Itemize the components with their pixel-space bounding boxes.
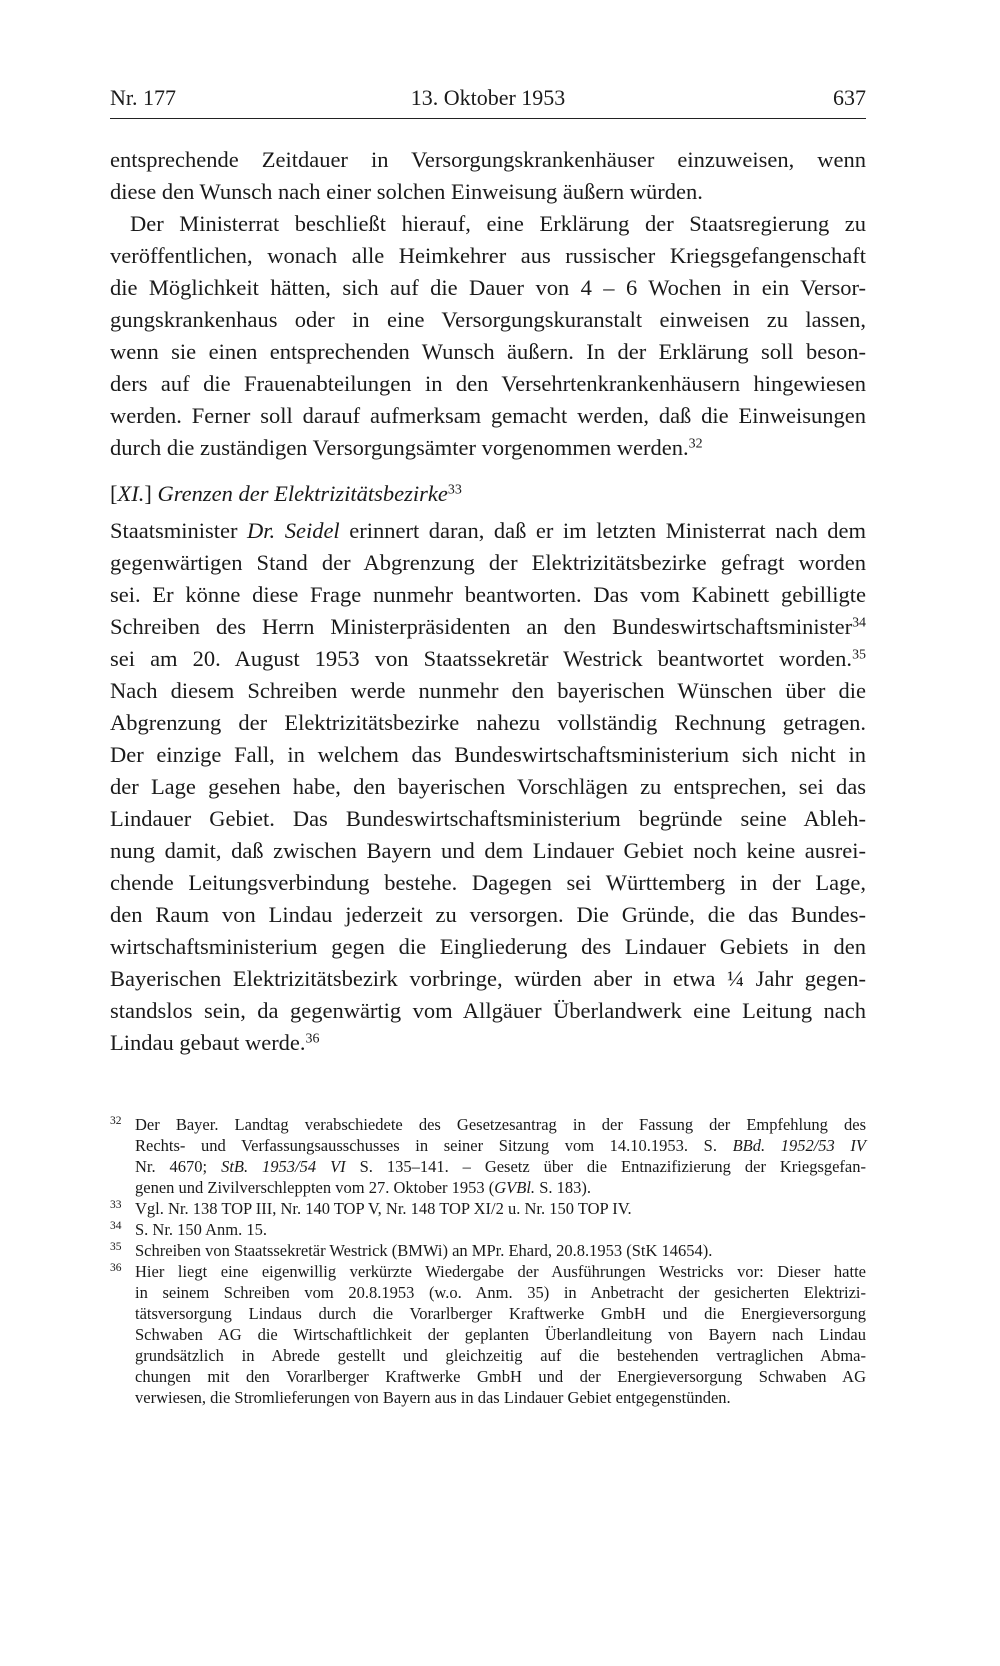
footnote-line: S. Nr. 150 Anm. 15.: [135, 1220, 268, 1239]
text-line: Nach diesem Schreiben werde nunmehr den bayerischen Wünschen über die: [110, 678, 866, 703]
person-name: Dr. Seidel: [247, 518, 340, 543]
text-line: Der einzige Fall, in welchem das Bundeswirtschaftsministerium sich nicht in: [110, 742, 866, 767]
text-line: die Möglichkeit hätten, sich auf die Dauer von 4 – 6 Wochen in ein Versor-: [110, 275, 866, 300]
page-number: 637: [833, 85, 866, 110]
section-number: XI.: [117, 481, 145, 506]
section-title: Grenzen der Elektrizitätsbezirke: [157, 481, 448, 506]
text-line: diese den Wunsch nach einer solchen Einweisung äußern würden.: [110, 179, 703, 204]
text-line: den Raum von Lindau jederzeit zu versorgen. Die Gründe, die das Bundes-: [110, 902, 866, 927]
text-segment: Rechts- und Verfassungsausschusses in seiner Sitzung vom 14.10.1953. S.: [135, 1136, 733, 1155]
footnote-ref-35[interactable]: 35: [852, 647, 866, 663]
text-line-content: durch die zuständigen Versorgungsämter vorgenommen werden.: [110, 435, 689, 460]
text-line: nung damit, daß zwischen Bayern und dem Lindauer Gebiet noch keine ausrei-: [110, 838, 866, 863]
paragraph-2: [110, 208, 866, 464]
citation: StB. 1953/54 VI: [221, 1157, 346, 1176]
text-line: gungskrankenhaus oder in eine Versorgungskuranstalt einweisen zu lassen,: [110, 307, 866, 332]
text-line: [110, 515, 866, 547]
bracket-close: ]: [144, 481, 158, 506]
text-line: wirtschaftsministerium gegen die Eingliederung des Lindauer Gebiets in den: [110, 934, 866, 959]
text-line: Lindauer Gebiet. Das Bundeswirtschaftsministerium begründe seine Ableh-: [110, 806, 866, 831]
text-line: sei. Er könne diese Frage nunmehr beantworten. Das vom Kabinett gebilligte: [110, 582, 866, 607]
text-segment: S. 135–141. – Gesetz über die Entnazifizierung der Kriegsgefan-: [345, 1157, 866, 1176]
footnote-line: Hier liegt eine eigenwillig verkürzte Wiedergabe der Ausführungen Westricks vor: Dieser hatte: [135, 1262, 866, 1281]
text-segment: S. 183).: [535, 1178, 591, 1197]
text-segment: genen und Zivilverschleppten vom 27. Oktober 1953 (: [135, 1178, 495, 1197]
footnote-35: [110, 1240, 866, 1261]
footnote-number: 34: [110, 1220, 122, 1232]
text-line: werden. Ferner soll darauf aufmerksam gemacht werden, daß die Einweisungen: [110, 403, 866, 428]
text-line: Abgrenzung der Elektrizitätsbezirke nahezu vollständig Rechnung getragen.: [110, 710, 866, 735]
text-line: chende Leitungsverbindung bestehe. Dagegen sei Württemberg in der Lage,: [110, 870, 866, 895]
footnote-line: tätsversorgung Lindaus durch die Vorarlberger Kraftwerke GmbH und die Energieversorgung: [135, 1304, 866, 1323]
text-segment: Nr. 4670;: [135, 1157, 222, 1176]
header-rule: [110, 118, 866, 119]
footnote-ref-33[interactable]: 33: [447, 482, 462, 498]
text-line: [110, 1027, 866, 1059]
footnote-line: Der Bayer. Landtag verabschiedete des Gesetzesantrag in der Fassung der Empfehlung des: [135, 1115, 866, 1134]
footnote-number: 32: [110, 1115, 122, 1127]
citation: GVBl.: [494, 1178, 536, 1197]
document-number: Nr. 177: [110, 85, 176, 110]
citation: BBd. 1952/53 IV: [732, 1136, 866, 1155]
footnote-ref-36[interactable]: 36: [305, 1031, 320, 1047]
footnote-number: 35: [110, 1241, 122, 1253]
footnote-32: [110, 1114, 866, 1198]
footnote-line: [135, 1177, 866, 1198]
text-line-content: Lindau gebaut werde.: [110, 1030, 306, 1055]
text-line: standslos sein, da gegenwärtig vom Allgäuer Überlandwerk eine Leitung nach: [110, 998, 866, 1023]
footnote-ref-34[interactable]: 34: [852, 615, 866, 631]
text-line: Bayerischen Elektrizitätsbezirk vorbringe, würden aber in etwa ¼ Jahr gegen-: [110, 966, 866, 991]
text-line: wenn sie einen entsprechenden Wunsch äußern. In der Erklärung soll beson-: [110, 339, 866, 364]
header-date: 13. Oktober 1953: [410, 85, 566, 110]
footnotes: [110, 1114, 866, 1408]
footnote-ref-32[interactable]: 32: [688, 436, 703, 452]
footnote-33: [110, 1198, 866, 1219]
footnote-number: 33: [110, 1199, 122, 1211]
bracket-open: [: [110, 481, 118, 506]
footnote-line: chungen mit den Vorarlberger Kraftwerke GmbH und der Energieversorgung Schwaben AG: [135, 1367, 866, 1386]
text-line-content: sei am 20. August 1953 von Staatssekretär Westrick beantwortet worden.: [110, 646, 853, 671]
footnote-34: [110, 1219, 866, 1240]
footnote-line: Vgl. Nr. 138 TOP III, Nr. 140 TOP V, Nr. 148 TOP XI/2 u. Nr. 150 TOP IV.: [135, 1199, 632, 1218]
text-segment: Staatsminister: [110, 518, 248, 543]
footnote-line: Schwaben AG die Wirtschaftlichkeit der geplanten Überlandleitung von Bayern nach Lindau: [135, 1325, 866, 1344]
section-heading: [110, 478, 866, 510]
text-line: entsprechende Zeitdauer in Versorgungskrankenhäuser einzuweisen, wenn: [110, 147, 866, 172]
text-line: [110, 643, 866, 675]
footnote-line: verwiesen, die Stromlieferungen von Bayern aus in das Lindauer Gebiet entgegenstünden.: [135, 1388, 731, 1407]
text-segment: erinnert daran, daß er im letzten Ministerrat nach dem: [339, 518, 866, 543]
paragraph-1: [110, 144, 866, 208]
footnote-36: [110, 1261, 866, 1408]
text-line: [110, 611, 866, 643]
paragraph-3: [110, 515, 866, 1059]
footnote-line: Schreiben von Staatssekretär Westrick (BMWi) an MPr. Ehard, 20.8.1953 (StK 14654).: [135, 1241, 713, 1260]
text-line: gegenwärtigen Stand der Abgrenzung der Elektrizitätsbezirke gefragt worden: [110, 550, 866, 575]
footnote-line: [135, 1156, 866, 1177]
text-line: Der Ministerrat beschließt hierauf, eine Erklärung der Staatsregierung zu: [130, 211, 866, 236]
footnote-number: 36: [110, 1262, 122, 1274]
running-header: [110, 84, 866, 112]
footnote-line: grundsätzlich in Abrede gestellt und gleichzeitig auf die bestehenden vertraglichen Abma-: [135, 1346, 866, 1365]
main-text: [110, 144, 866, 1059]
text-line-content: Schreiben des Herrn Ministerpräsidenten an den Bundeswirtschaftsminister: [110, 614, 853, 639]
text-line: der Lage gesehen habe, den bayerischen Vorschlägen zu entsprechen, sei das: [110, 774, 866, 799]
text-line: veröffentlichen, wonach alle Heimkehrer aus russischer Kriegsgefangenschaft: [110, 243, 866, 268]
footnote-line: in seinem Schreiben vom 20.8.1953 (w.o. Anm. 35) in Anbetracht der gesicherten Elektrizi-: [135, 1283, 866, 1302]
text-line: [110, 432, 866, 464]
text-line: ders auf die Frauenabteilungen in den Versehrtenkrankenhäusern hingewiesen: [110, 371, 866, 396]
footnote-line: [135, 1135, 866, 1156]
